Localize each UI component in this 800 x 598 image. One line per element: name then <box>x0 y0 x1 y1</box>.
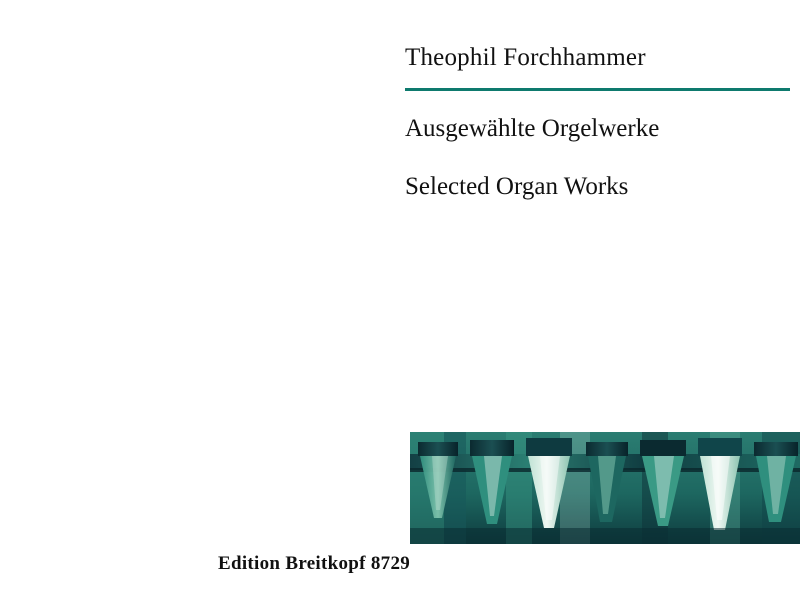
composer-name: Theophil Forchhammer <box>405 44 646 71</box>
title-block <box>405 44 795 202</box>
accent-rule-divider <box>405 88 790 91</box>
publisher-edition-label: Edition Breitkopf 8729 <box>218 553 411 574</box>
organ-pipes-illustration <box>410 432 800 544</box>
title-german: Ausgewählte Orgelwerke <box>405 114 660 142</box>
title-english: Selected Organ Works <box>405 173 629 201</box>
cover-artwork-organ-pipes <box>410 432 800 544</box>
